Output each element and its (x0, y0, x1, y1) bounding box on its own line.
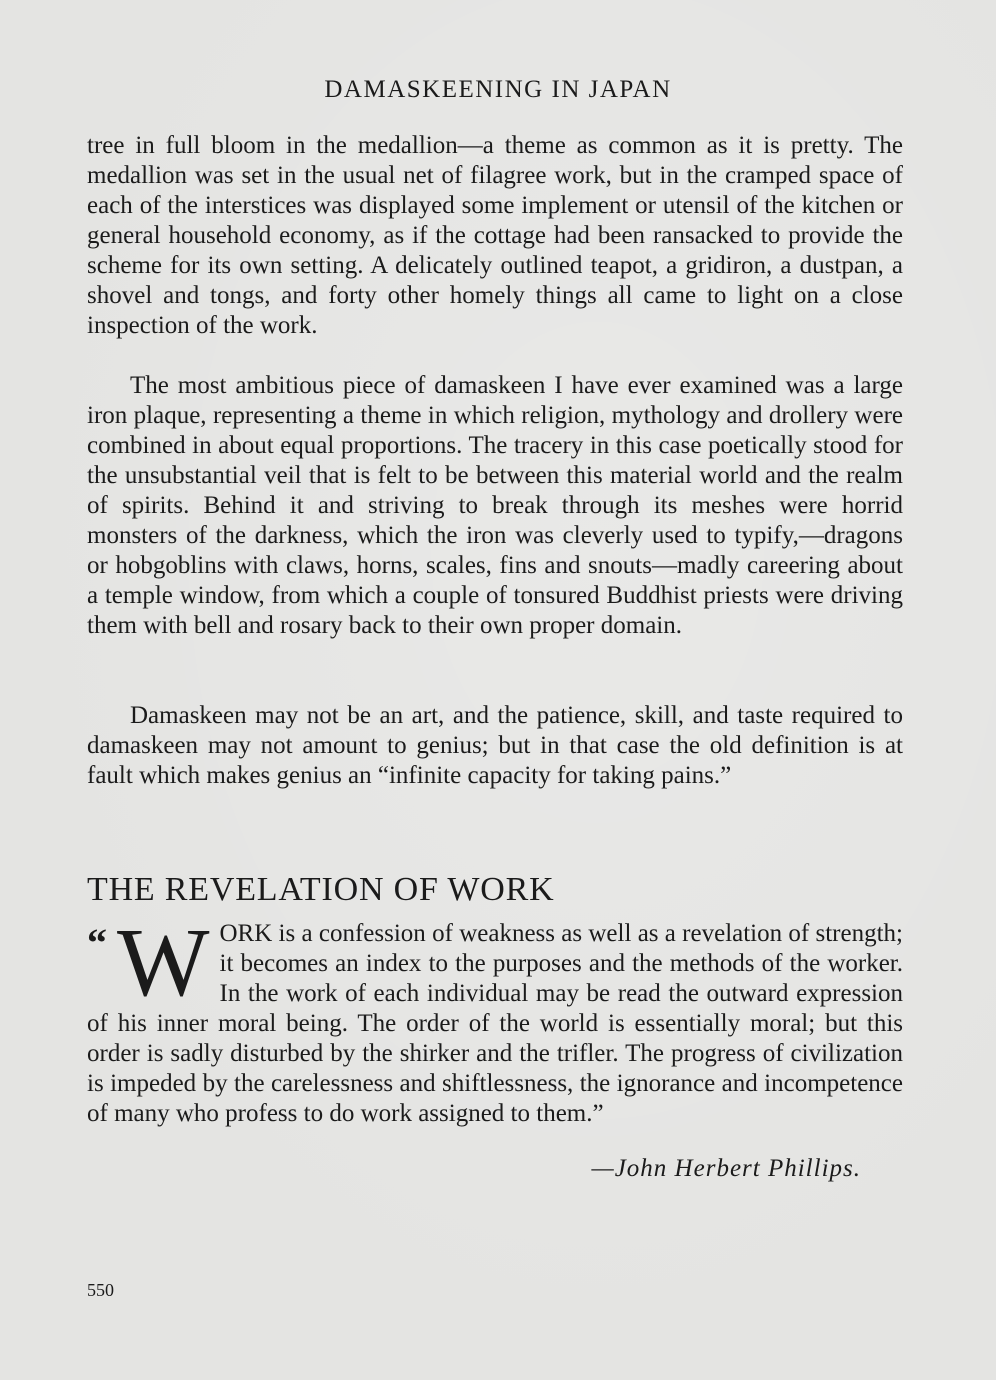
running-head: DAMASKEENING IN JAPAN (324, 76, 672, 103)
quote-block (87, 909, 903, 1129)
quote-paragraph (87, 909, 903, 1129)
body-paragraph-3 (87, 701, 903, 791)
body-paragraph-2 (87, 371, 903, 641)
body-paragraph-1 (87, 131, 903, 341)
paragraph-text: The most ambitious piece of damaskeen I have ever examined was a large iron plaque, representing a theme in which religion, mythology and drollery were combined in about equal proportions. The tracery in this case poetically stood for the unsubstantial veil that is felt to be between this material world and the realm of spirits. Behind it and striving to break through its meshes were horrid monsters of the darkness, which the iron was cleverly used to typify,—dragons or hobgoblins with claws, horns, scales, fins and snouts—madly careering about a temple window, from which a couple of tonsured Buddhist priests were driving them with bell and rosary back to their own proper domain. (87, 372, 903, 639)
paragraph-text: tree in full bloom in the medallion—a theme as common as it is pretty. The medallion was set in the usual net of filagree work, but in the cramped space of each of the interstices was displayed some implement or utensil of the kitchen or general household economy, as if the cottage had been ransacked to provide the scheme for its own setting. A delicately outlined teapot, a gridiron, a dustpan, a shovel and tongs, and forty other homely things all came to light on a close inspection of the work. (87, 132, 903, 339)
page-number: 550 (87, 1280, 114, 1300)
opening-quote-mark: “ (87, 920, 107, 965)
section-title: THE REVELATION OF WORK (87, 871, 555, 908)
quote-attribution: —John Herbert Phillips. (591, 1155, 861, 1182)
paragraph-text: Damaskeen may not be an art, and the patience, skill, and taste required to damaskeen may not amount to genius; but in that case the old definition is at fault which makes genius an “infinite capacity for taking pains.” (87, 702, 903, 789)
quote-text: ORK is a confession of weakness as well as a revelation of strength; it becomes an index to the purposes and the methods of the worker. In the work of each individual may be read the outward expression of his inner moral being. The order of the world is essentially moral; but this order is sadly disturbed by the shirker and the trifler. The progress of civilization is impeded by the carelessness and shiftlessness, the ignorance and incompetence of many who profess to do work assigned to them.” (87, 920, 903, 1127)
drop-cap: W (117, 909, 210, 1017)
